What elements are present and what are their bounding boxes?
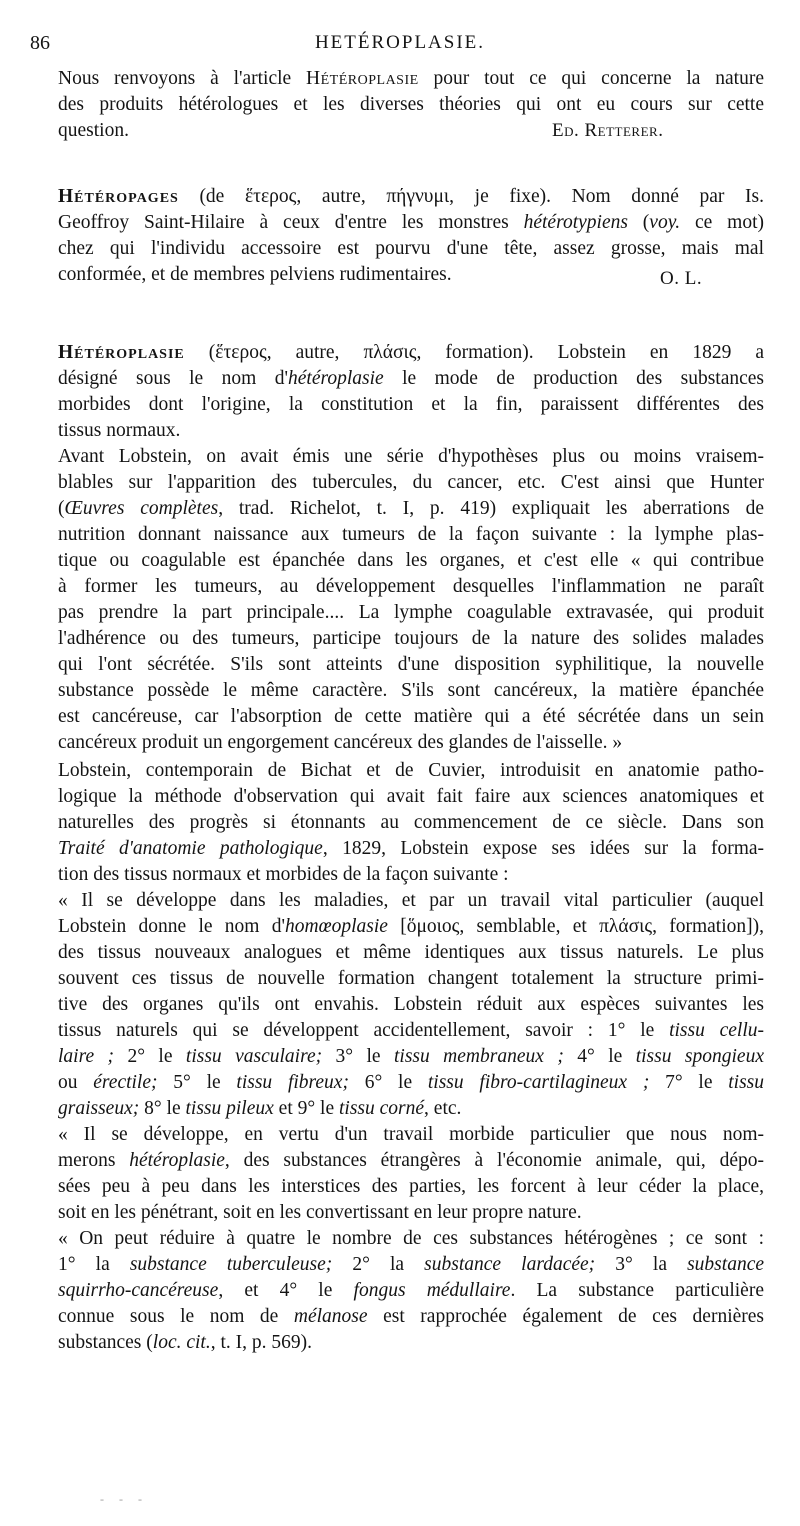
- p-intro-line: des produits hétérologues et les diverses théories qui ont eu cours sur cette: [58, 94, 764, 115]
- p-lobstein-line: Lobstein, contemporain de Bichat et de Cuvier, introduisit en anatomie patho-: [58, 760, 764, 781]
- p-quote3-line: « On peut réduire à quatre le nombre de ces substances hétérogènes ; ce sont :: [58, 1228, 764, 1249]
- p-quote1-line: souvent ces tissus de nouvelle formation changent totalement la structure primi-: [58, 968, 764, 989]
- p-quote1-line: des tissus nouveaux analogues et même identiques aux tissus naturels. Le plus: [58, 942, 764, 963]
- p-heteroplasie-line: désigné sous le nom d'hétéroplasie le mode de production des substances: [58, 368, 764, 389]
- p-quote3-line: connue sous le nom de mélanose est rapprochée également de ces dernières: [58, 1306, 764, 1327]
- p-quote2-line: sées peu à peu dans les interstices des parties, les forcent à leur céder la place,: [58, 1176, 764, 1197]
- p-intro-line: Nous renvoyons à l'article Hétéroplasie pour tout ce qui concerne la nature: [58, 68, 764, 89]
- p-quote1-line: tissus naturels qui se développent accidentellement, savoir : 1° le tissu cellu-: [58, 1020, 764, 1041]
- running-title: HETÉROPLASIE.: [314, 32, 486, 53]
- p-avant-line: tique ou coagulable est épanchée dans les organes, et c'est elle « qui contribue: [58, 550, 764, 571]
- p-heteropages-line: chez qui l'individu accessoire est pourvu d'une tête, assez grosse, mais mal: [58, 238, 764, 259]
- p-quote1-line: Lobstein donne le nom d'homœoplasie [ὅμοιος, semblable, et πλάσις, formation]),: [58, 916, 764, 937]
- p-avant-line: qui l'ont sécrétée. S'ils sont atteints d'une disposition syphilitique, la nouvelle: [58, 654, 764, 675]
- footer-marks: - - -: [100, 1492, 148, 1506]
- p-quote1-line: laire ; 2° le tissu vasculaire; 3° le tissu membraneux ; 4° le tissu spongieux: [58, 1046, 764, 1067]
- p-quote3-line: substances (loc. cit., t. I, p. 569).: [58, 1332, 313, 1353]
- p-avant-line: l'adhérence ou des tumeurs, participe toujours de la nature des solides malades: [58, 628, 764, 649]
- p-avant-line: à former les tumeurs, au développement desquelles l'inflammation ne paraît: [58, 576, 764, 597]
- p-avant-line: blables sur l'apparition des tubercules, du cancer, etc. C'est ainsi que Hunter: [58, 472, 764, 493]
- p-quote1-line: « Il se développe dans les maladies, et par un travail vital particulier (auquel: [58, 890, 764, 911]
- p-intro-line: question.: [58, 120, 129, 141]
- p-heteropages-line: Geoffroy Saint-Hilaire à ceux d'entre les monstres hétérotypiens (voy. ce mot): [58, 212, 764, 233]
- p-quote3-line: 1° la substance tuberculeuse; 2° la substance lardacée; 3° la substance: [58, 1254, 764, 1275]
- p-heteroplasie-line: Hétéroplasie (ἕτερος, autre, πλάσις, formation). Lobstein en 1829 a: [58, 342, 764, 363]
- page-number: 86: [30, 32, 50, 54]
- p-avant-line: (Œuvres complètes, trad. Richelot, t. I, p. 419) expliquait les aberrations de: [58, 498, 764, 519]
- sig-retterer: Ed. Retterer.: [552, 120, 664, 141]
- p-lobstein-line: naturelles des progrès si étonnants au commencement de ce siècle. Dans son: [58, 812, 764, 833]
- page-header: [30, 32, 770, 60]
- p-avant-line: cancéreux produit un engorgement cancéreux des glandes de l'aisselle. »: [58, 732, 623, 753]
- p-quote1-line: ou érectile; 5° le tissu fibreux; 6° le tissu fibro-cartilagineux ; 7° le tissu: [58, 1072, 764, 1093]
- p-avant-line: nutrition donnant naissance aux tumeurs de la façon suivante : la lymphe plas-: [58, 524, 764, 545]
- p-lobstein-line: logique la méthode d'observation qui avait fait faire aux sciences anatomiques et: [58, 786, 764, 807]
- p-lobstein-line: tion des tissus normaux et morbides de la façon suivante :: [58, 864, 509, 885]
- p-quote3-line: squirrho-cancéreuse, et 4° le fongus médullaire. La substance particulière: [58, 1280, 764, 1301]
- p-avant-line: pas prendre la part principale.... La lymphe coagulable extravasée, qui produit: [58, 602, 764, 623]
- p-avant-line: est cancéreuse, car l'absorption de cette matière qui a été sécrétée dans un sein: [58, 706, 764, 727]
- p-quote2-line: « Il se développe, en vertu d'un travail morbide particulier que nous nom-: [58, 1124, 764, 1145]
- p-quote1-line: graisseux; 8° le tissu pileux et 9° le tissu corné, etc.: [58, 1098, 462, 1119]
- p-quote2-line: soit en les pénétrant, soit en les convertissant en leur propre nature.: [58, 1202, 582, 1223]
- p-quote2-line: merons hétéroplasie, des substances étrangères à l'économie animale, qui, dépo-: [58, 1150, 764, 1171]
- p-heteropages-line: conformée, et de membres pelviens rudimentaires.: [58, 264, 452, 285]
- p-avant-line: Avant Lobstein, on avait émis une série d'hypothèses plus ou moins vraisem-: [58, 446, 764, 467]
- p-lobstein-line: Traité d'anatomie pathologique, 1829, Lobstein expose ses idées sur la forma-: [58, 838, 764, 859]
- p-heteroplasie-line: morbides dont l'origine, la constitution et la fin, paraissent différentes des: [58, 394, 764, 415]
- p-heteropages-line: Hétéropages (de ἕτερος, autre, πήγνυμι, je fixe). Nom donné par Is.: [58, 186, 764, 207]
- sig-ol: O. L.: [660, 268, 703, 289]
- p-heteroplasie-line: tissus normaux.: [58, 420, 181, 441]
- p-quote1-line: tive des organes qu'ils ont envahis. Lobstein réduit aux espèces suivantes les: [58, 994, 764, 1015]
- p-avant-line: substance possède le même caractère. S'ils sont cancéreux, la matière épanchée: [58, 680, 764, 701]
